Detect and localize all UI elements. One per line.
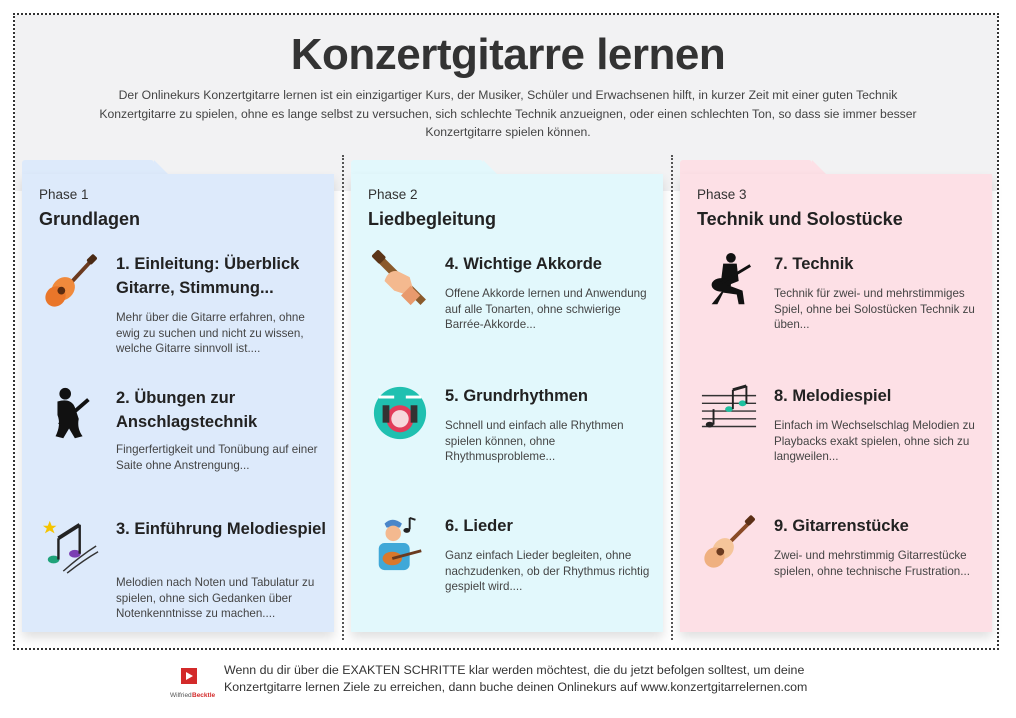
chord-hand-icon [371, 252, 429, 310]
lesson-text: Mehr über die Gitarre erfahren, ohne ewig zu suchen und nicht zu wissen, welche Gitarre sinnvoll ist.... [116, 311, 305, 356]
phase-card [680, 174, 992, 632]
lesson-title: 7. Technik [774, 255, 854, 273]
svg-text:Wilfried: Wilfried [170, 692, 192, 699]
phase-card [351, 174, 663, 632]
footer-cta-text: Wenn du dir über die EXAKTEN SCHRITTE klar werden möchtest, die du jetzt befolgen solltest, um deine Konzertgitarre lernen Ziele zu erreichen, dann buche deinen Onlinekurs auf www.konzertgitarrelernen.com [224, 663, 808, 694]
lesson-text: Offene Akkorde lernen und Anwendung auf alle Tonarten, ohne schwierige Barrée-Akkorde... [445, 287, 647, 332]
column-separator [671, 155, 673, 640]
lesson-text: Einfach im Wechselschlag Melodien zu Playbacks exakt spielen, ohne sich zu langweilen... [774, 419, 975, 464]
lesson-title: 2. Übungen zur Anschlagstechnik [116, 389, 258, 431]
svg-text:Becktle: Becktle [192, 692, 216, 699]
phase-title: Liedbegleitung [368, 209, 496, 229]
lesson-title: 4. Wichtige Akkorde [445, 255, 602, 273]
lesson-text: Technik für zwei- und mehrstimmiges Spiel, ohne bei Solostücken Technik zu üben... [774, 287, 975, 332]
acoustic-guitar-icon [700, 514, 758, 572]
phase-label: Phase 2 [368, 187, 418, 202]
singer-guitarist-icon [371, 514, 429, 572]
guitar-icon [42, 252, 100, 310]
brand-logo [170, 668, 216, 702]
music-notes-icon [42, 517, 100, 575]
page-title: Konzertgitarre lernen [290, 30, 726, 79]
lesson-title: 1. Einleitung: Überblick Gitarre, Stimmung... [116, 255, 300, 297]
column-separator [342, 155, 344, 640]
lesson-text: Melodien nach Noten und Tabulatur zu spielen, ohne sich Gedanken über Notenkenntnisse zu machen.... [116, 576, 315, 621]
lesson-text: Ganz einfach Lieder begleiten, ohne nachzudenken, ob der Rhythmus richtig gespielt wird.... [445, 549, 650, 594]
drum-icon [371, 384, 429, 442]
guitarist-silhouette-icon [42, 386, 100, 444]
lesson-title: 3. Einführung Melodiespiel [116, 520, 326, 538]
phase-title: Technik und Solostücke [697, 209, 903, 229]
phase-card [22, 174, 334, 632]
lesson-title: 5. Grundrhythmen [445, 387, 589, 405]
phase-title: Grundlagen [39, 209, 141, 229]
lesson-title: 6. Lieder [445, 517, 513, 535]
lesson-text: Zwei- und mehrstimmig Gitarrestücke spielen, ohne technische Frustration... [774, 549, 970, 578]
lesson-text: Fingerfertigkeit und Tonübung auf einer Saite ohne Anstrengung... [116, 443, 318, 472]
intro-text: Der Onlinekurs Konzertgitarre lernen ist ein einzigartiger Kurs, der Musiker, Schüler und Erwachsenen hilft, in kurzer Zeit mit einer guten Technik Konzertgitarre zu spielen, ohne es lange selbst zu versuchen, sich schlechte Technik anzueignen, oder einen schlechten Ton, so dass sie immer besser Konzertgitarre spielen können. [99, 88, 917, 139]
seated-guitarist-icon [700, 252, 758, 310]
lesson-title: 9. Gitarrenstücke [774, 517, 909, 535]
lesson-title: 8. Melodiespiel [774, 387, 892, 405]
phase-label: Phase 1 [39, 187, 89, 202]
phase-label: Phase 3 [697, 187, 747, 202]
sheet-music-icon [700, 384, 758, 442]
lesson-text: Schnell und einfach alle Rhythmen spielen können, ohne Rhythmusprobleme... [445, 419, 624, 464]
